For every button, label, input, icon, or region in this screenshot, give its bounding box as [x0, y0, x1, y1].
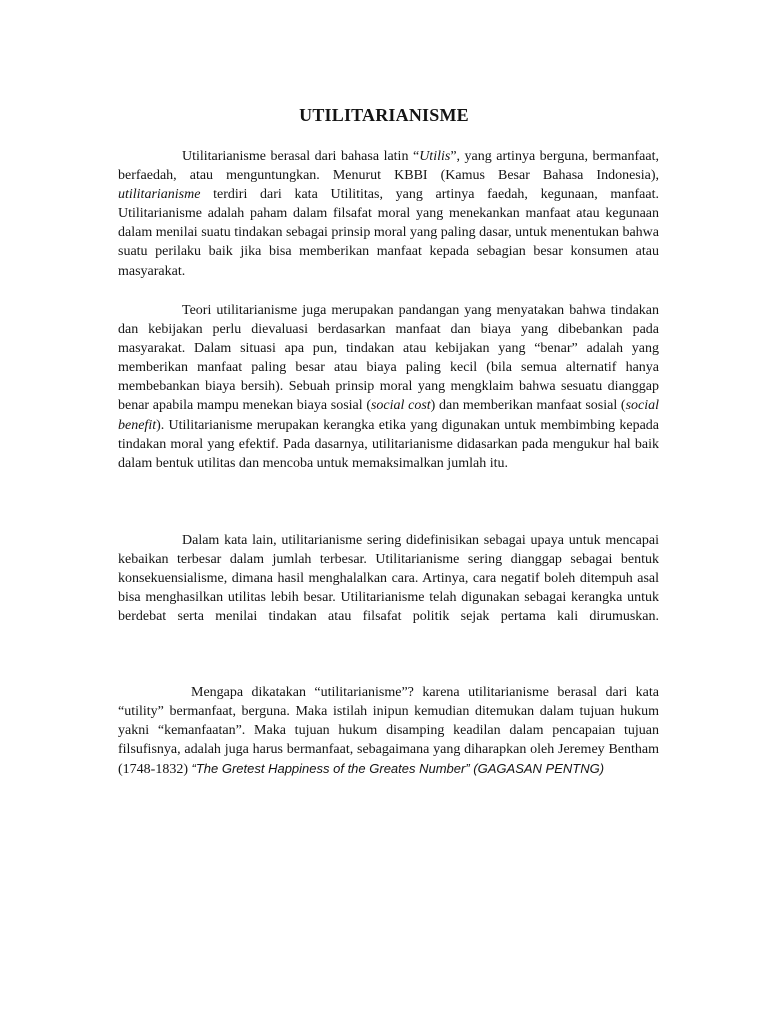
paragraph-1-italic-b: utilitarianisme — [118, 187, 201, 203]
paragraph-2 — [118, 301, 659, 473]
paragraph-2-italic-a: social cost — [370, 398, 431, 414]
paragraph-3 — [118, 531, 659, 626]
paragraph-4 — [118, 683, 659, 779]
paragraph-1-text-b: ”, yang artinya berguna, bermanfaat, berfaedah, atau menguntungkan. Menurut KBBI (Kamus Besar Bahasa Indonesia), — [118, 149, 659, 184]
paragraph-2-text-c: ). Utilitarianisme merupakan kerangka etika yang digunakan untuk membimbing kepada tindakan moral yang efektif. Pada dasarnya, utilitarianisme didasarkan pada mengukur hal baik dalam bentuk utilitas dan mencoba untuk memaksimalkan jumlah itu. — [118, 417, 659, 471]
paragraph-4-text-a: Mengapa dikatakan “utilitarianisme”? karena utilitarianisme berasal dari kata “utility” bermanfaat, berguna. Maka istilah inipun kemudian ditemukan dalam tujuan hukum yakni “kemanfaatan”. Maka tujuan hukum disamping keadilan dalam pencapaian tujuan filsufisnya, adalah juga harus bermanfaat, sebagaimana yang diharapkan oleh Jeremey Bentham (1748-1832) — [118, 685, 659, 778]
paragraph-1-italic-a: Utilis — [419, 149, 451, 164]
paragraph-4-text-b: (GAGASAN PENTNG) — [469, 761, 605, 777]
paragraph-2-text-b: ) dan memberikan manfaat sosial ( — [430, 398, 626, 414]
paragraph-1-text-a: Utilitarianisme berasal dari bahasa latin “ — [182, 149, 420, 164]
paragraph-4-italic-quote: “The Gretest Happiness of the Greates Number” — [191, 761, 470, 777]
paragraph-1-text-c: terdiri dari kata Utilititas, yang artinya faedah, kegunaan, manfaat. Utilitarianisme adalah paham dalam filsafat moral yang menekankan manfaat atau kegunaan dalam menilai suatu tindakan sebagai prinsip moral yang paling dasar, untuk menentukan bahwa suatu perilaku baik jika bisa memberikan manfaat kepada sebagian besar konsumen atau masyarakat. — [118, 187, 660, 279]
paragraph-1 — [118, 147, 659, 281]
paragraph-2-text-a: Teori utilitarianisme juga merupakan pandangan yang menyatakan bahwa tindakan dan kebijakan perlu dievaluasi berdasarkan manfaat dan biaya yang dibebankan pada masyarakat. Dalam situasi apa pun, tindakan atau kebijakan yang “benar” adalah yang memberikan manfaat paling besar atau biaya paling kecil (bila semua alternatif hanya membebankan biaya bersih). Sebuah prinsip moral yang mengklaim bahwa sesuatu dianggap benar apabila mampu menekan biaya sosial ( — [118, 303, 659, 414]
document-title: UTILITARIANISME — [299, 105, 469, 125]
paragraph-2-italic-b: social benefit — [118, 398, 660, 433]
paragraph-3-text: Dalam kata lain, utilitarianisme sering didefinisikan sebagai upaya untuk mencapai kebaikan terbesar dalam jumlah terbesar. Utilitarianisme sering dianggap sebagai bentuk konsekuensialisme, dimana hasil menghalalkan cara. Artinya, cara negatif boleh ditempuh asal bisa menghasilkan utilitas lebih besar. Utilitarianisme telah digunakan sebagai kerangka untuk berdebat serta menilai tindakan atau filsafat politik sejak pertama kali dirumuskan. — [118, 533, 659, 625]
